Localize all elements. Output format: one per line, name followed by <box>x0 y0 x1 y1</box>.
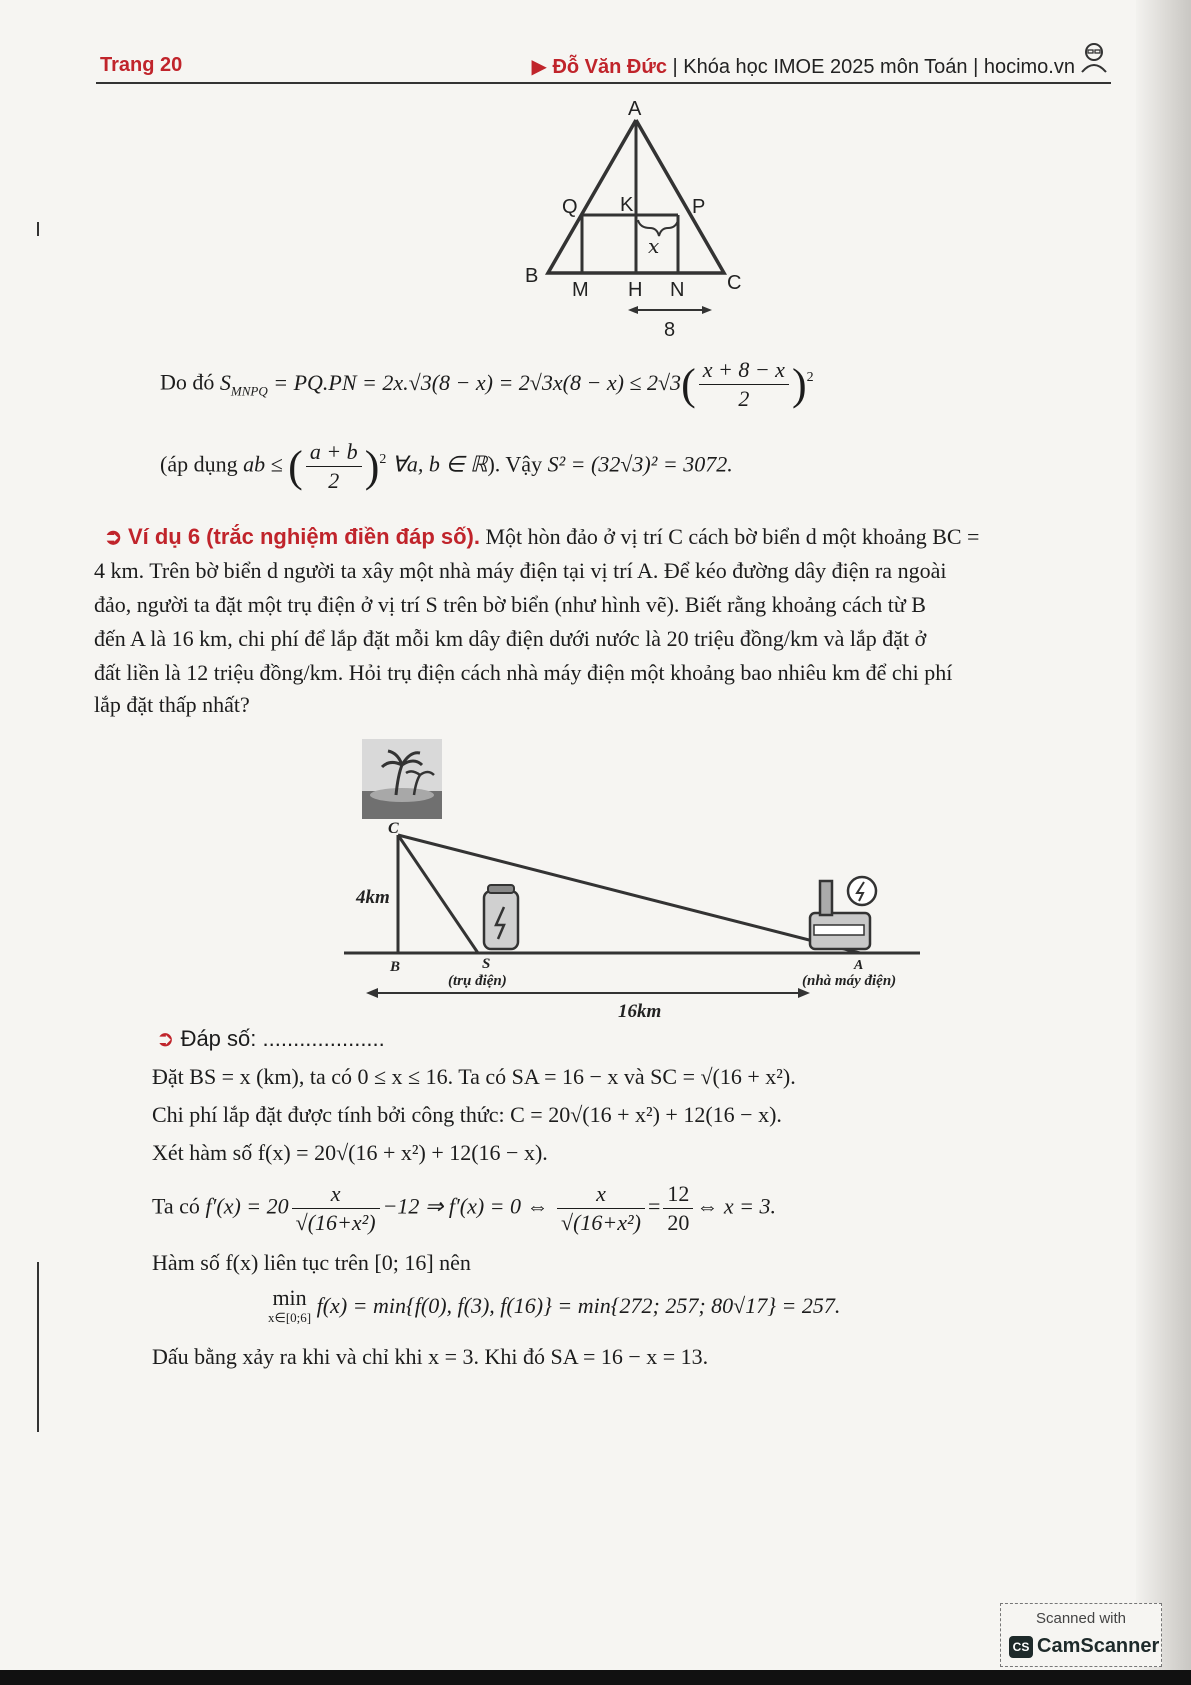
power-pole-icon <box>484 885 518 949</box>
scanned-with-text: Scanned with <box>1035 1610 1127 1627</box>
vertex-label-k: K <box>620 194 634 216</box>
vertex-label-m: M <box>572 279 589 301</box>
label-s: S <box>482 956 491 972</box>
power-plant-caption: (nhà máy điện) <box>802 973 897 989</box>
solution-line-3: Xét hàm số f(x) = 20√(16 + x²) + 12(16 − x). <box>152 1140 548 1165</box>
triangle-figure <box>520 95 760 345</box>
solution-line-7: Dấu bằng xảy ra khi và chỉ khi x = 3. Khi đó SA = 16 − x = 13. <box>152 1344 709 1369</box>
camscanner-badge <box>1000 1603 1162 1667</box>
answer-label: Đáp số: <box>180 1026 257 1051</box>
answer-arrow-icon: ➲ <box>156 1026 175 1051</box>
base-length-label: 8 <box>664 319 676 341</box>
header-course-info <box>531 54 1075 79</box>
solution-area-line: Do đó $S_{MNPQ} = PQ.PN = 2x.√3(8 - x) = 2√3x(8 - x) \le 2√3$( $\frac{x + 8 - x}{2}$ )$^2$ <box>160 357 814 411</box>
example-6-line-2: 4 km. Trên bờ biển d người ta xây một nhà máy điện tại vị trí A. Để kéo đường dây điện ra ngoài <box>94 558 947 583</box>
course-title: | Khóa học IMOE 2025 môn Toán | hocimo.vn <box>672 56 1075 78</box>
derivative-line: Ta có f′(x) = 20 $\frac{x}{\text{√(16+x²)}}$ −12 ⇒ f′(x) = 0 ⇔ $\frac{x}{\text{√(16+x²)}}$ = $\frac{12}{20}$ ⇔ x = 3. <box>152 1181 777 1235</box>
minimum-line: min x∈[0;6] f(x) = min{f(0), f(3), f(16)} = min{272; 257; 80√17} = 257. <box>268 1285 841 1325</box>
x-label: x <box>648 234 660 258</box>
example-6-line-5: đất liền là 12 triệu đồng/km. Hỏi trụ điện cách nhà máy điện một khoảng bao nhiêu km để chi phí <box>94 660 953 685</box>
island-image <box>362 739 442 819</box>
author-avatar-icon <box>1079 40 1109 80</box>
page-edge-shadow <box>1136 0 1191 1685</box>
play-arrow-icon: ▶ <box>531 56 547 78</box>
label-c: C <box>388 820 399 837</box>
solution-line-2: Chi phí lắp đặt được tính bởi công thức: C = 20√(16 + x²) + 12(16 − x). <box>152 1102 782 1127</box>
power-pole-caption: (trụ điện) <box>448 973 507 989</box>
author-name: Đỗ Văn Đức <box>552 56 667 78</box>
vertex-label-n: N <box>670 279 685 301</box>
power-plant-icon <box>810 877 876 949</box>
vertex-label-h: H <box>628 279 643 301</box>
camscanner-logo-icon: CS <box>1009 1636 1033 1658</box>
camscanner-text: CamScanner <box>1037 1635 1160 1657</box>
vertex-label-c: C <box>727 272 742 294</box>
label-b: B <box>390 959 401 975</box>
am-gm-note-line: (áp dụng ab ≤ ( $\frac{a + b}{2}$ )$^2$ ∀a, b ∈ ℝ). Vậy S² = (32√3)² = 3072. <box>160 439 733 493</box>
arrow-icon: ➲ <box>104 524 123 549</box>
page-header <box>96 52 1111 82</box>
bc-length-label: 4km <box>356 887 390 908</box>
answer-blank: .................... <box>262 1026 385 1051</box>
example-6-line-1: ➲ Ví dụ 6 (trắc nghiệm điền đáp số). Một hòn đảo ở vị trí C cách bờ biển d một khoảng BC = <box>104 524 980 549</box>
vertex-label-q: Q <box>562 196 578 218</box>
example-6-line-6: lắp đặt thấp nhất? <box>94 692 250 717</box>
margin-mark <box>37 222 39 236</box>
label-a: A <box>854 958 864 973</box>
vertex-label-b: B <box>525 265 539 287</box>
example-6-line-3: đảo, người ta đặt một trụ điện ở vị trí S trên bờ biển (như hình vẽ). Biết rằng khoảng cách từ B <box>94 592 926 617</box>
island-figure <box>340 735 940 1025</box>
example-heading: Ví dụ 6 (trắc nghiệm điền đáp số). <box>127 524 480 549</box>
page-number: Trang 20 <box>100 54 183 76</box>
margin-mark <box>37 1262 39 1432</box>
bottom-edge <box>0 1670 1191 1685</box>
example-6-line-4: đến A là 16 km, chi phí để lắp đặt mỗi km dây điện dưới nước là 20 triệu đồng/km và lắp đặt ở <box>94 626 927 651</box>
solution-line-5: Hàm số f(x) liên tục trên [0; 16] nên <box>152 1250 471 1275</box>
vertex-label-p: P <box>692 196 706 218</box>
ba-length-label: 16km <box>618 1001 662 1022</box>
header-rule <box>96 82 1111 84</box>
answer-line <box>156 1022 385 1055</box>
vertex-label-a: A <box>628 98 642 120</box>
solution-line-1: Đặt BS = x (km), ta có 0 ≤ x ≤ 16. Ta có SA = 16 − x và SC = √(16 + x²). <box>152 1064 796 1089</box>
